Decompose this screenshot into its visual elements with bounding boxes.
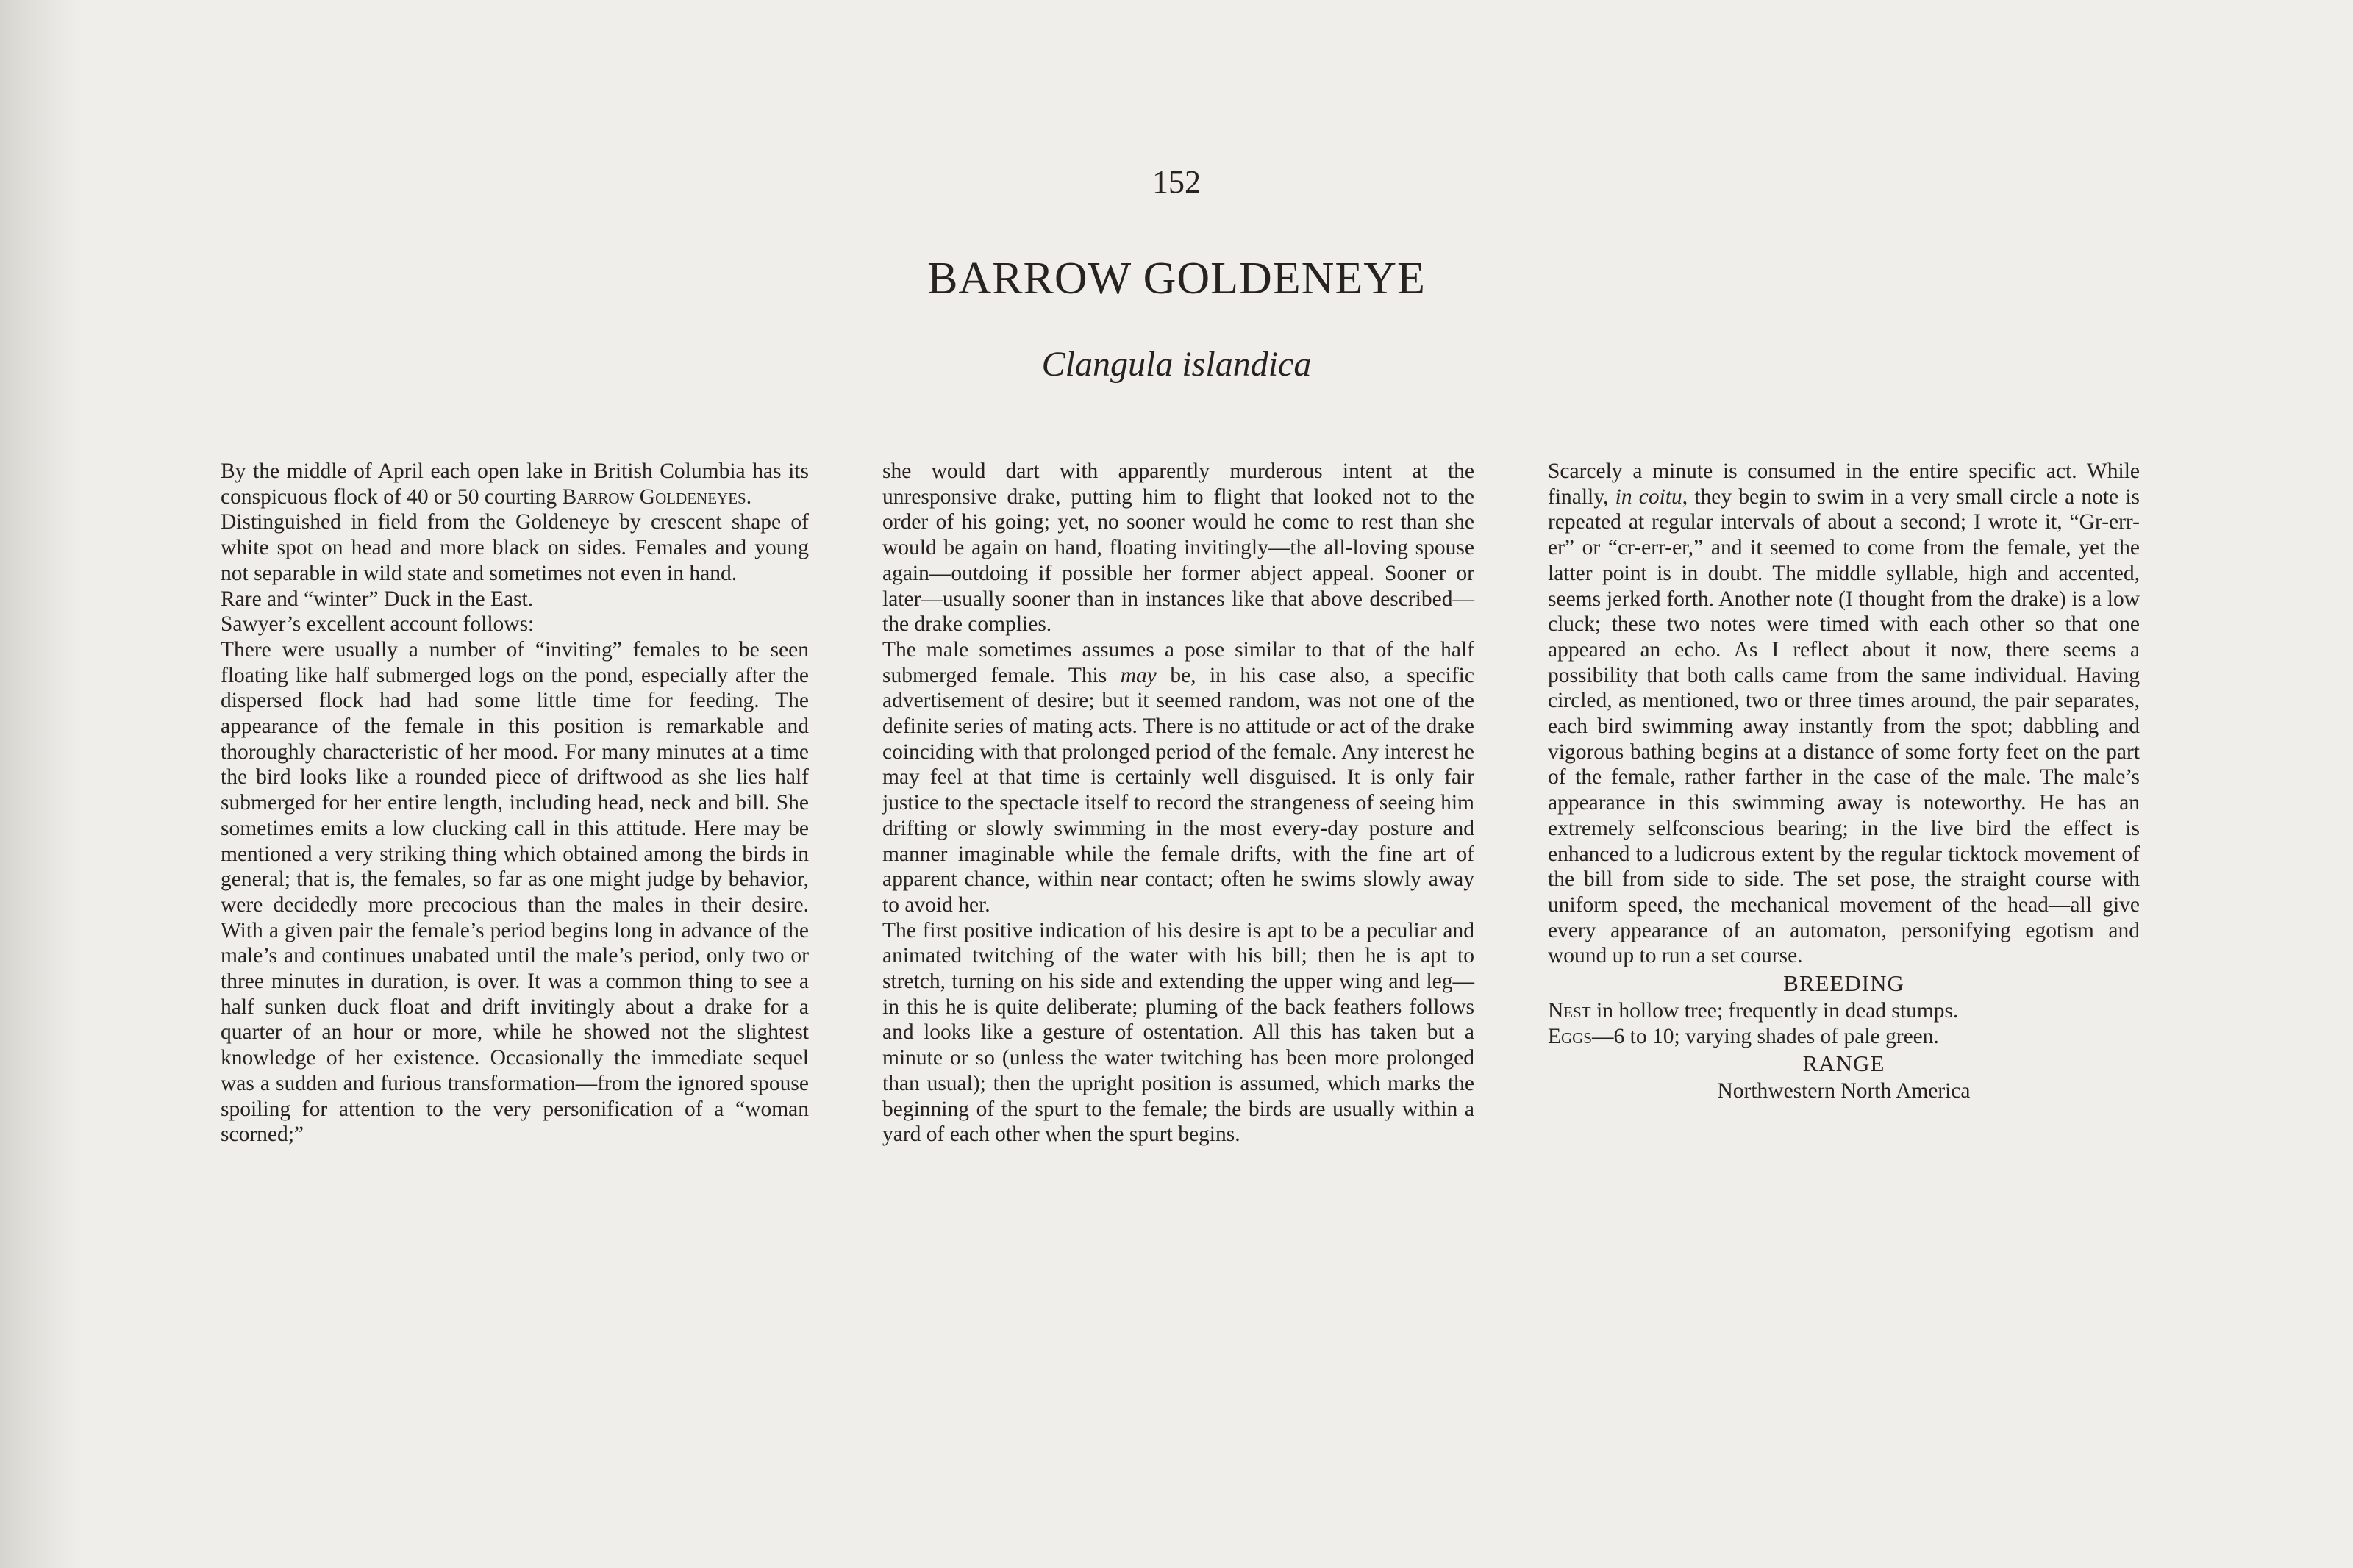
breeding-heading: BREEDING bbox=[1783, 970, 1904, 997]
eggs-label: Eggs bbox=[1548, 1024, 1593, 1048]
range-value: Northwestern North America bbox=[1717, 1079, 1971, 1103]
page-edge-shadow bbox=[0, 0, 81, 1568]
text-column-1 bbox=[221, 459, 809, 1148]
intro-paragraph bbox=[221, 459, 809, 509]
nest-text: in hollow tree; frequently in dead stumps. bbox=[1590, 999, 1959, 1023]
text-column-3 bbox=[1548, 459, 2140, 1104]
field-marks-paragraph: Distinguished in field from the Goldeneye by crescent shape of white spot on head and more black on sides. Females and young not separable in wild state and sometimes not even in hand. bbox=[221, 510, 809, 585]
scientific-name: Clangula islandica bbox=[1041, 345, 1312, 384]
account-paragraph-4: The first positive indication of his desire is apt to be a peculiar and animated twitching of the water with his bill; then he is apt to stretch, turning on his side and extending the upper wing and leg—in this he is quite deliberate; pluming of the back feathers follows and looks like a gesture of ostentation. All this has taken but a minute or so (unless the water twitching has been more prolonged than usual); then the upright position is assumed, which marks the beginning of the spurt to the female; the birds are usually within a yard of each other when the spurt begins. bbox=[882, 918, 1474, 1147]
text-column-2 bbox=[882, 459, 1474, 1148]
page-title: BARROW GOLDENEYE bbox=[927, 254, 1426, 304]
account-text: be, in his case also, a specific advertisement of desire; but it seemed random, was not one of the definite series of mating acts. There is no attitude or act of the drake coinciding with that prolonged period of the female. Any interest he may feel at that time is certainly well disguised. It is only fair justice to the spectacle itself to record the strangeness of seeing him drifting or slowly swimming in the most every-day posture and manner imaginable while the female drifts, with the fine art of apparent chance, within near contact; often he swims slowly away to avoid her. bbox=[882, 663, 1474, 917]
account-paragraph-3 bbox=[882, 637, 1474, 918]
page-number: 152 bbox=[1152, 164, 1201, 200]
account-text: , they begin to swim in a very small circle a note is repeated at regular intervals of about a second; I wrote it, “Gr-err-er” or “cr-err-er,” and it seemed to come from the female, yet the latter point is in doubt. The middle syllable, high and accented, seems jerked forth. Another note (I thought from the drake) is a low cluck; these two notes were timed with each other so that one appeared an echo. As I reflect about it now, there seems a possibility that both calls came from the same individual. Having circled, as mentioned, two or three times around, the pair separates, each bird swimming away instantly from the spot; dabbling and vigorous bathing begins at a distance of some forty feet on the part of the female, rather farther in the case of the male. The male’s appearance in this swimming away is noteworthy. He has an extremely selfconscious bearing; in the live bird the effect is enhanced to a ludicrous extent by the regular ticktock movement of the bill from side to side. The set pose, the straight course with uniform speed, the mechanical movement of the head—all give every appearance of an automaton, personifying egotism and wound up to run a set course. bbox=[1548, 484, 2140, 968]
eggs-line bbox=[1548, 1024, 2140, 1050]
account-text: The male sometimes assumes a pose similar to that of the half submerged female. This bbox=[882, 637, 1474, 687]
rarity-paragraph: Rare and “winter” Duck in the East. bbox=[221, 587, 534, 611]
nest-line bbox=[1548, 998, 2140, 1024]
species-name-smallcaps: Barrow Goldeneyes. bbox=[562, 484, 752, 509]
intro-text: By the middle of April each open lake in British Columbia has its conspicuous flock of 40 or 50 courting bbox=[221, 459, 809, 509]
account-paragraph-2: she would dart with apparently murderous intent at the unresponsive drake, putting him to flight that looked not to the order of his going; yet, no sooner would he come to rest than she would be again on hand, floating invitingly—the all-loving spouse again—outdoing if possible her former abject appeal. Sooner or later—usually sooner than in instances like that above described—the drake complies. bbox=[882, 459, 1474, 637]
account-paragraph-1: There were usually a number of “inviting” females to be seen floating like half submerged logs on the pond, especially after the dispersed flock had had some little time for feeding. The appearance of the female in this position is remarkable and thoroughly characteristic of her mood. For many minutes at a time the bird looks like a rounded piece of driftwood as she lies half submerged for her entire length, including head, neck and bill. She sometimes emits a low clucking call in this attitude. Here may be mentioned a very striking thing which obtained among the birds in general; that is, the females, so far as one might judge by behavior, were decidedly more precocious than the males in their desire. With a given pair the female’s period begins long in advance of the male’s and continues unabated until the male’s period, only two or three minutes in duration, is over. It was a common thing to see a half sunken duck float and drift invitingly about a drake for a quarter of an hour or more, while he showed not the slightest knowledge of her existence. Occasionally the immediate sequel was a sudden and furious transformation—from the ignored spouse spoiling for attention to the very personification of a “woman scorned;” bbox=[221, 637, 809, 1147]
emphasis-text: may bbox=[1120, 663, 1157, 687]
nest-label: Nest bbox=[1548, 999, 1591, 1023]
account-intro-paragraph: Sawyer’s excellent account follows: bbox=[221, 612, 535, 637]
emphasis-text: in coitu bbox=[1615, 484, 1682, 509]
range-heading: RANGE bbox=[1802, 1050, 1885, 1077]
account-text: Scarcely a minute is consumed in the entire specific act. While finally, bbox=[1548, 459, 2140, 509]
account-paragraph-5 bbox=[1548, 459, 2140, 969]
eggs-text: —6 to 10; varying shades of pale green. bbox=[1592, 1024, 1939, 1048]
